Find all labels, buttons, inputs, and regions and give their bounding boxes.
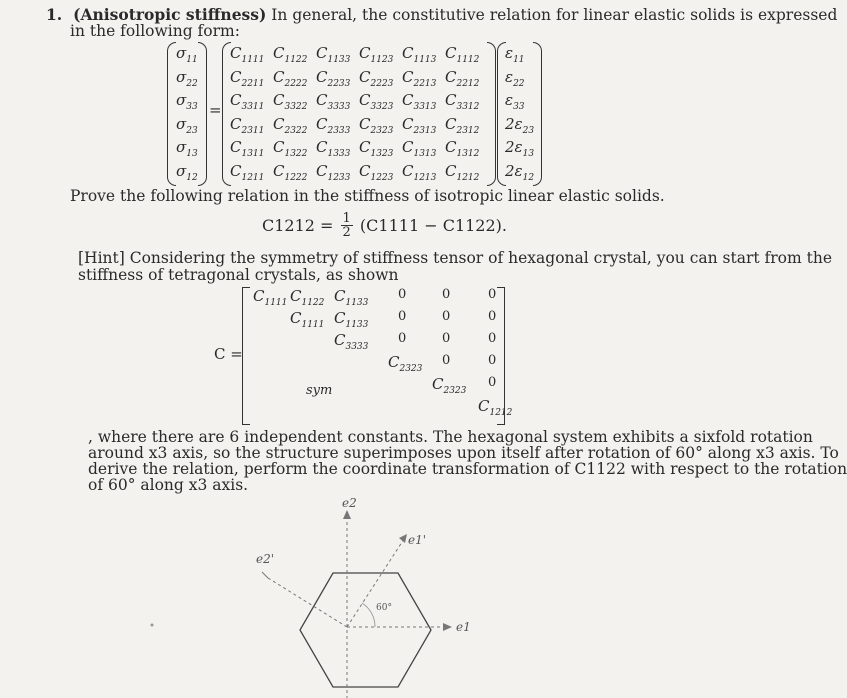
equals-sign: = xyxy=(209,101,222,119)
stiffness-entry: $C_{2333}$ xyxy=(316,114,351,136)
tetragonal-zero: 0 xyxy=(488,353,497,368)
relation-rhs: (C1111 − C1122). xyxy=(359,216,507,235)
stiffness-entry: $C_{2222}$ xyxy=(273,67,308,89)
problem-number: 1. xyxy=(46,5,63,24)
stiffness-entry: $C_{1333}$ xyxy=(316,138,351,159)
e1-prime-label: e1' xyxy=(408,533,427,547)
e2-prime-axis xyxy=(268,578,347,627)
tetragonal-entry: $C_{3333}$ xyxy=(334,331,369,352)
stress-component: $\sigma_{23}$ xyxy=(176,114,198,136)
tetragonal-zero: 0 xyxy=(442,287,451,302)
paragraph-line1: , where there are 6 independent constants. The hexagonal system exhibits a sixfold rotation xyxy=(88,428,813,446)
e1-prime-axis xyxy=(347,539,404,627)
hexagon-shape xyxy=(300,573,431,687)
relation-frac-num: 1 xyxy=(342,211,351,226)
problem-title: (Anisotropic stiffness) xyxy=(73,5,267,24)
tetragonal-entry: $C_{2323}$ xyxy=(432,375,467,396)
intro-line1: In general, the constitutive relation for linear elastic solids is expressed xyxy=(266,6,838,24)
stiffness-entry: $C_{2312}$ xyxy=(445,114,480,136)
strain-component: $2\varepsilon_{12}$ xyxy=(505,161,535,183)
e1-prime-arrowhead xyxy=(399,534,407,543)
stiffness-entry: $C_{3322}$ xyxy=(273,91,308,112)
tetragonal-entry: $C_{1111}$ xyxy=(290,309,325,330)
tetragonal-zero: 0 xyxy=(398,331,407,346)
e1-label: e1 xyxy=(456,620,471,634)
hint-line2: stiffness of tetragonal crystals, as shown xyxy=(78,266,399,284)
stiffness-entry: $C_{2311}$ xyxy=(230,114,265,136)
tetragonal-zero: 0 xyxy=(442,353,451,368)
stiffness-entry: $C_{3312}$ xyxy=(445,91,480,112)
stiffness-entry: $C_{1112}$ xyxy=(445,44,480,65)
stress-component: $\sigma_{22}$ xyxy=(176,67,198,89)
e1-arrowhead xyxy=(443,623,452,631)
tetragonal-entry: $C_{1122}$ xyxy=(290,287,325,308)
stiffness-entry: $C_{2322}$ xyxy=(273,114,308,136)
prove-line: Prove the following relation in the stiffness of isotropic linear elastic solids. xyxy=(70,187,665,205)
tetragonal-zero: 0 xyxy=(488,331,497,346)
stiffness-entry: $C_{2323}$ xyxy=(359,114,394,136)
stress-component: $\sigma_{13}$ xyxy=(176,138,198,159)
stiffness-entry: $C_{1122}$ xyxy=(273,44,308,65)
tetragonal-zero: 0 xyxy=(398,287,407,302)
tetragonal-zero: 0 xyxy=(488,309,497,324)
stiffness-entry: $C_{3323}$ xyxy=(359,91,394,112)
tetragonal-label: C = xyxy=(214,345,243,363)
e2-arrowhead xyxy=(343,510,351,519)
strain-component: $2\varepsilon_{13}$ xyxy=(505,138,535,159)
angle-label: 60° xyxy=(376,603,392,613)
stiffness-entry: $C_{3333}$ xyxy=(316,91,351,112)
stiffness-entry: $C_{1213}$ xyxy=(402,161,437,183)
paragraph-line3: derive the relation, perform the coordinate transformation of C1122 with respect to the rotation xyxy=(88,460,847,478)
intro-line2: in the following form: xyxy=(70,22,240,40)
stiffness-entry: $C_{1211}$ xyxy=(230,161,265,183)
tetragonal-zero: 0 xyxy=(442,331,451,346)
hint-line1: [Hint] Considering the symmetry of stiffness tensor of hexagonal crystal, you can start from the xyxy=(78,249,833,267)
stiffness-entry: $C_{2211}$ xyxy=(230,67,265,89)
stiffness-entry: $C_{1323}$ xyxy=(359,138,394,159)
stress-component: $\sigma_{33}$ xyxy=(176,91,198,112)
stiffness-entry: $C_{1233}$ xyxy=(316,161,351,183)
paragraph-line2: around x3 axis, so the structure superimposes upon itself after rotation of 60° along x3 axis. To xyxy=(88,444,839,462)
stiffness-entry: $C_{1212}$ xyxy=(445,161,480,183)
stiffness-entry: $C_{1312}$ xyxy=(445,138,480,159)
tetragonal-entry: $C_{1133}$ xyxy=(334,309,369,330)
stiffness-entry: $C_{3313}$ xyxy=(402,91,437,112)
tetragonal-zero: 0 xyxy=(488,375,497,390)
stiffness-entry: $C_{3311}$ xyxy=(230,91,265,112)
stiffness-entry: $C_{2223}$ xyxy=(359,67,394,89)
stiffness-entry: $C_{1222}$ xyxy=(273,161,308,183)
tetragonal-entry: $C_{1212}$ xyxy=(478,397,513,418)
stress-component: $\sigma_{12}$ xyxy=(176,161,198,183)
e2-label: e2 xyxy=(342,496,357,510)
relation-frac-den: 2 xyxy=(342,225,351,240)
stiffness-entry: $C_{1322}$ xyxy=(273,138,308,159)
tetragonal-entry: $C_{2323}$ xyxy=(388,353,423,374)
tetragonal-zero: 0 xyxy=(398,309,407,324)
stiffness-entry: $C_{1113}$ xyxy=(402,44,437,65)
tetragonal-sym-label: sym xyxy=(306,383,333,398)
stiffness-entry: $C_{1313}$ xyxy=(402,138,437,159)
strain-component: $\varepsilon_{22}$ xyxy=(505,67,525,89)
stiffness-entry: $C_{1123}$ xyxy=(359,44,394,65)
stiffness-entry: $C_{1223}$ xyxy=(359,161,394,183)
relation-lhs: C1212 = xyxy=(262,216,334,235)
strain-component: $\varepsilon_{11}$ xyxy=(505,44,525,65)
strain-component: $2\varepsilon_{23}$ xyxy=(505,114,535,136)
stiffness-entry: $C_{2212}$ xyxy=(445,67,480,89)
stiffness-entry: $C_{1133}$ xyxy=(316,44,351,65)
tetragonal-zero: 0 xyxy=(488,287,497,302)
strain-component: $\varepsilon_{33}$ xyxy=(505,91,525,112)
e2-prime-tail xyxy=(262,572,268,578)
tetragonal-entry: $C_{1133}$ xyxy=(334,287,369,308)
stiffness-entry: $C_{1111}$ xyxy=(230,44,265,65)
e2-prime-label: e2' xyxy=(256,552,275,566)
tetragonal-zero: 0 xyxy=(442,309,451,324)
stress-component: $\sigma_{11}$ xyxy=(176,44,198,65)
paragraph-line4: of 60° along x3 axis. xyxy=(88,476,249,494)
speck xyxy=(151,624,154,627)
stiffness-entry: $C_{2233}$ xyxy=(316,67,351,89)
stiffness-entry: $C_{2313}$ xyxy=(402,114,437,136)
tetragonal-entry: $C_{1111}$ xyxy=(253,287,288,308)
stiffness-entry: $C_{2213}$ xyxy=(402,67,437,89)
stiffness-entry: $C_{1311}$ xyxy=(230,138,265,159)
angle-arc xyxy=(362,603,375,627)
